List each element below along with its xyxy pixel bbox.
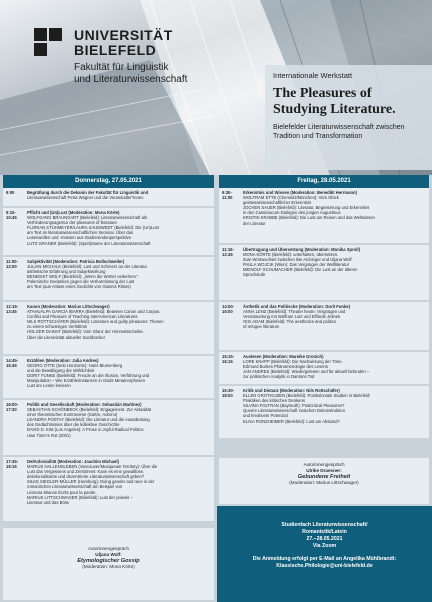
hero-image	[0, 0, 432, 175]
session-line: Polemische Gedanken gegen die Verharmlosung der Lust	[27, 279, 135, 285]
session-content	[243, 304, 426, 329]
session-line: DAVID D. KIM (Los Angeles): A Prose in Joyful Radical Politics:	[27, 427, 145, 433]
session-time: 11:15-12:45	[222, 247, 234, 257]
session-line: JAN ANDRES (Bielefeld): Wiedergelesen und für aktuell befunden –	[243, 369, 370, 375]
session-content	[27, 358, 211, 389]
session-line: Lesenwollen und -müssen aus Studierendenperspektive	[27, 235, 132, 241]
evening-author: Uljana Wolf:	[95, 552, 122, 557]
session-line: WOLFGANG BRAUNGART (Bielefeld): Literaturwissenschaft als	[27, 215, 147, 221]
registration-note: Die Anmeldung erfolgt per E-Mail an Angelika Mühlbrandt:	[252, 556, 397, 562]
session-slot	[219, 245, 429, 300]
session-line: ELISA RONZHEIMER (Bielefeld): Lust am Abstand?	[243, 418, 340, 424]
evening-label: Autorinnengespräch	[87, 546, 130, 551]
session-time: 12:15-13:45	[6, 304, 19, 314]
session-line: KRISTIN KRABBE (Bielefeld): Die Lust am Reisen und das Weltwissen	[243, 215, 375, 221]
evening-moderation: (Moderation: Marius Littschwager)	[289, 480, 359, 485]
session-line: DORIT FUNKE (Bielefeld): Freude an der Illusion, Verführung und	[27, 373, 150, 379]
program-name-2: Romanistik/Latein	[302, 529, 347, 535]
registration-email[interactable]: Klassische.Philologie@uni-bielefeld.de	[276, 563, 373, 569]
evening-author: Ulrike Draesner:	[306, 468, 342, 473]
session-content	[243, 388, 426, 424]
session-time: 14:00-15:00	[222, 304, 235, 314]
session-line: der Literatur	[243, 220, 266, 226]
session-line: Über die Literarizität aktueller Sachbücher	[27, 334, 105, 340]
session-line: einer theoretischen Kontroverse (Sartre, Adorno)	[27, 412, 118, 418]
session-line: Conflict and Pleasure of Teaching InterAmerican Literatures	[27, 314, 138, 320]
session-line: MARIUS HALLENSLEBEN (Vancouver/Musqueam Territory): Über die	[27, 464, 158, 470]
friday-evening	[219, 458, 429, 504]
session-line: WOLFRAM ETTE (Chemnitz/München): Vom Glück	[243, 195, 339, 201]
session-title: De/Kolonialität (Moderation: Joachim Michael)	[27, 459, 119, 464]
session-line: Lust am Lesen kreieren	[27, 383, 71, 389]
session-line: PAULA WOJCIK (Wien): Das Vergnügen der Weltliteratur	[243, 262, 349, 268]
session-time: 9:00	[6, 190, 15, 195]
session-title: Kanon (Moderation: Marius Littschwager)	[27, 304, 110, 309]
session-title: Pfficht und (Un)Lust (Moderation: Mona Körte)	[27, 210, 120, 215]
thursday-evening	[3, 528, 214, 600]
session-line: Queere Literaturwissenschaft zwischen Dekonstruktion	[243, 408, 345, 414]
event-subtitle: Bielefelder Literaturwissenschaft zwischen Tradition und Transformation	[273, 124, 405, 140]
session-line: LUTZ GRANER (Bielefeld): (Spiel)räume der Literaturwissenschaft	[27, 240, 151, 246]
session-line: ATAHUALPA GARCÍA IBARRA (Bielefeld): Between Canon and Corpus.	[27, 309, 161, 315]
session-line: Literatur und das Böse	[27, 499, 70, 505]
session-line: Uwe Timm's Rot (2001)	[27, 432, 71, 438]
session-line: Literaturwissenschaft Petra Wagner und die Veranstalter*innen	[27, 195, 144, 201]
session-line: GEORG OTTE (Selo Horizonte): Hans Blumenberg	[27, 363, 123, 369]
university-logo	[34, 28, 244, 98]
university-name: UNIVERSITÄT BIELEFELD	[74, 27, 173, 58]
faculty-name: Fakultät für Linguistik und Literaturwissenschaft	[74, 62, 188, 85]
session-line: ELLEN GROTHUIZEN (Bielefeld): Postkoloniale Studien in Bielefeld:	[243, 393, 371, 399]
session-line: JULIAN MICHALK (Bielefeld): Lust und Schmerz an der Literatur.	[27, 264, 148, 270]
info-box	[217, 506, 432, 602]
title-box	[265, 65, 432, 170]
session-line: Manipulation – Wie Erzählerinstanzen in Ovids Metamorphosen	[27, 378, 146, 384]
session-line: HOLGER DAINAT (Bielefeld): Vom Glanz der Himmelsscheibe.	[27, 329, 144, 335]
session-line: geisteswissenschaftlicher Erkenntnis	[243, 200, 312, 206]
session-line: SILKE SIEGLER-MÜLLER (Hamburg): Doing gender and race in der	[27, 479, 155, 485]
session-line: Praktiken des kritischen Denkens	[243, 398, 305, 404]
session-content	[243, 354, 426, 379]
session-line: FLORIAN STÜHMEYER/LAURA SAUMWEDT (Bielefeld): Die (Un)Lust	[27, 225, 159, 231]
session-line: Zum Wortwechsel zwischen Ilse Aichinger und Uljana Wolf	[243, 257, 352, 263]
session-title: Erzählen (Moderation: Julia Andres)	[27, 358, 99, 363]
session-time: 11:00-12:00	[6, 259, 18, 269]
logo-mark-icon	[34, 28, 62, 56]
session-time: 9:30-11:00	[222, 190, 233, 200]
session-title: Begrüßung durch die Dekanin der Fakultät für Linguistik und	[27, 190, 149, 195]
friday-header: Freitag, 28.05.2021	[219, 175, 429, 188]
session-slot	[3, 188, 214, 206]
evening-work: Gebundene Freiheit	[297, 474, 351, 480]
session-title: Erkenntnis und Wissen (Moderation: Benedikt Herrmann)	[243, 190, 357, 195]
session-content	[27, 259, 211, 290]
session-line: in den Cassiciacum-Dialogen des jungen Augustinus	[243, 210, 341, 216]
session-time: 17:45-19:15	[6, 459, 19, 469]
evening-moderation: (Moderation: Mona Körte)	[82, 564, 135, 569]
session-title: Subjektivität (Moderation: Patricia Bollschweiler)	[27, 259, 125, 264]
session-line: Léonora Mianos Écrits pour la parole	[27, 489, 96, 495]
session-slot	[219, 302, 429, 350]
session-slot	[3, 400, 214, 455]
session-title: Politik und Gesellschaft (Moderation: Sebastián Martínez)	[27, 402, 142, 407]
session-content	[27, 402, 211, 438]
session-line: SILVINA FOLTRAN (Bayreuth): Postcritical Pleasures?	[243, 403, 345, 409]
session-line: JOCHEN SAUER (Bielefeld): Literatur, Begeisterung und Erkenntnis	[243, 205, 370, 211]
program-name: Studienfach Literaturwissenschaft/	[281, 522, 368, 528]
session-line: des Gedächtnisses über die kollektive Geschichte	[27, 422, 120, 428]
session-line: am Text im literaturwissenschaftlichen Seminar. Über das	[27, 230, 134, 236]
event-kicker: Internationale Werkstatt	[273, 71, 353, 80]
session-title: Auslesen (Moderation: Mareike Gronich)	[243, 354, 324, 359]
session-time: 14:45-15:45	[6, 358, 19, 368]
event-venue: Via Zoom	[312, 543, 337, 549]
session-title: Ästhetik und das Politische (Moderation: Dorit Funke)	[243, 304, 351, 309]
session-line: LORE KNAPP (Bielefeld): Die Nachwirkung der Töne.	[243, 359, 343, 365]
session-time: 9:15-10:45	[6, 210, 17, 220]
session-slot	[3, 208, 214, 255]
session-line: ANNA LENZ (Bielefeld): Theater heute: Vergnügen und	[243, 309, 346, 315]
session-line: am Text (aus Anlass eines Gedichts von Giannis Ritsos)	[27, 284, 131, 290]
session-content	[243, 247, 426, 278]
session-slot	[3, 457, 214, 521]
session-line: Verantwortung mit Wolfram Lotz und Elfriede Jelinek	[243, 314, 341, 320]
session-slot	[3, 302, 214, 354]
session-slot	[219, 352, 429, 384]
session-time: 15:15-16:15	[222, 354, 235, 364]
session-line: MEINOLF SCHUMACHER (Bielefeld): Die Lust an der älteren	[243, 267, 358, 273]
session-line: SEBASTIAN SCHÖNBECK (Bielefeld): Engagement. Zur Aktualität	[27, 407, 152, 413]
evening-work: Etymologischer Gossip	[77, 558, 140, 564]
session-line: MARIUS LITTSCHWAGER (Bielefeld): Lust der poiesis –	[27, 494, 133, 500]
event-dates: 27.–28.05.2021	[306, 536, 343, 542]
session-line: BENEDIKT WOLF (Bielefeld): „Wenn die Wörter verkehren".	[27, 274, 139, 280]
session-line: Sprachstufe	[243, 272, 266, 278]
evening-label: Autorinnengespräch	[303, 462, 345, 467]
session-time: 16:30-18:00	[222, 388, 235, 398]
session-content	[243, 190, 426, 226]
session-line: GISI ADAM (Bielefeld): The aesthetics and politics	[243, 319, 337, 325]
session-line: Verhinderungsagentur der pleasures of literature	[27, 220, 117, 226]
session-line: ästhetische Erfahrung und Subjektwirkung	[27, 269, 106, 275]
session-title: Kritik und Distanz (Moderation: Nils Rottschäfer)	[243, 388, 340, 393]
session-line: Edmund Burkes Phänomenologie des Lesens	[243, 364, 328, 370]
session-line: und die Bewältigung der Wirklichkeit	[27, 368, 95, 374]
session-slot	[3, 356, 214, 398]
session-line: Lust das Vergessens und Zerstörens: Kann es eine gewaltlose,	[27, 469, 145, 475]
schedule	[0, 175, 432, 602]
session-line: LEANDRA POSTAY (Bielefeld): Die Literatur und die Ausarbeitung	[27, 417, 150, 423]
session-line: zu einem schwierigen Verhältnis	[27, 324, 87, 330]
session-title: Übertragung und Übersetzung (Moderation: Monika Sproll)	[243, 247, 361, 252]
session-line: romanischen Literaturwissenschaft am Beispiel von	[27, 484, 123, 490]
session-line: und kreativem Potenzial	[243, 413, 288, 419]
session-line: of refugee literature	[243, 324, 280, 330]
event-title: The Pleasures of Studying Literature.	[273, 86, 396, 117]
session-content	[27, 459, 211, 505]
session-line: NILS ROTTSCHÄFER (Bielefeld): Literature and guilty pleasures: Thesen	[27, 319, 164, 325]
session-slot	[219, 188, 429, 243]
session-line: MONA KÖRTE (Bielefeld): unterhalten, übersetzen.	[243, 252, 339, 258]
session-content	[27, 190, 211, 200]
thursday-header: Donnerstag, 27.05.2021	[3, 175, 214, 188]
session-slot	[3, 257, 214, 300]
session-line: zur politischen Analytik in Dantons Tod	[243, 374, 315, 380]
session-time: 16:00-17:30	[6, 402, 19, 412]
session-content	[27, 210, 211, 246]
session-content	[27, 304, 211, 340]
session-slot	[219, 386, 429, 438]
session-line: dekolonialisierte und dezentrierte Literaturwissenschaft geben?	[27, 474, 145, 480]
